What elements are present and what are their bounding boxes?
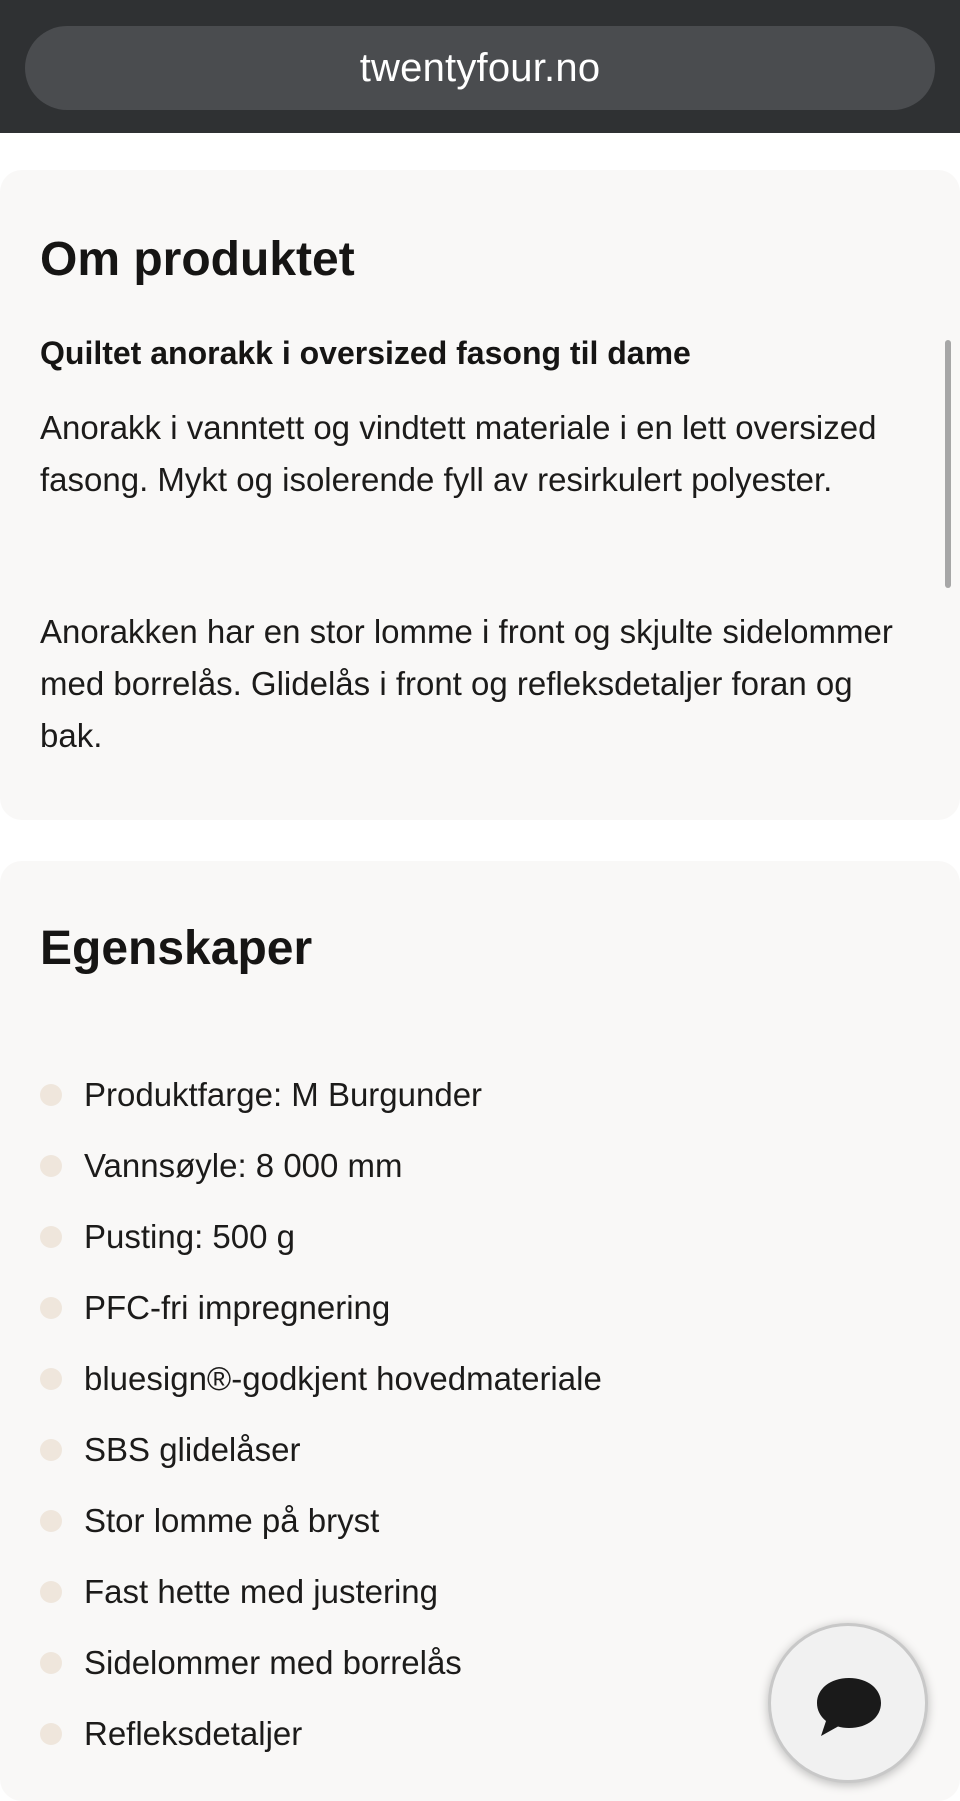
properties-title: Egenskaper [40,922,313,975]
property-text: Stor lomme på bryst [84,1501,380,1539]
about-product-section [0,170,960,820]
chat-button[interactable] [768,1623,928,1783]
property-text: PFC-fri impregnering [84,1288,391,1326]
address-bar[interactable] [25,26,935,110]
description-paragraph: Anorakken har en stor lomme i front og skjulte sidelommer med borrelås. Glidelås i front og refleksdetaljer foran og bak. [40,613,893,754]
bullet-icon [40,1368,62,1390]
property-text: SBS glidelåser [84,1430,301,1468]
product-subtitle: Quiltet anorakk i oversized fasong til dame [40,335,691,371]
page-scrollbar[interactable] [945,340,951,588]
bullet-icon [40,1226,62,1248]
property-text: Sidelommer med borrelås [84,1643,462,1681]
bullet-icon [40,1510,62,1532]
property-text: Vannsøyle: 8 000 mm [84,1146,403,1184]
property-text: Produktfarge: M Burgunder [84,1075,483,1113]
bullet-icon [40,1581,62,1603]
bullet-icon [40,1652,62,1674]
property-text: bluesign®-godkjent hovedmateriale [84,1359,602,1397]
property-text: Fast hette med justering [84,1572,439,1610]
property-text: Pusting: 500 g [84,1217,295,1255]
bullet-icon [40,1439,62,1461]
bullet-icon [40,1084,62,1106]
bullet-icon [40,1723,62,1745]
bullet-icon [40,1155,62,1177]
about-title: Om produktet [40,233,355,286]
chat-bubble-icon [815,1676,883,1740]
browser-toolbar [0,0,960,133]
property-text: Refleksdetaljer [84,1714,303,1752]
bullet-icon [40,1297,62,1319]
description-paragraph: Anorakk i vanntett og vindtett materiale i en lett oversized fasong. Mykt og isolerende fyll av resirkulert polyester. [40,409,877,498]
url-text: twentyfour.no [359,45,601,90]
